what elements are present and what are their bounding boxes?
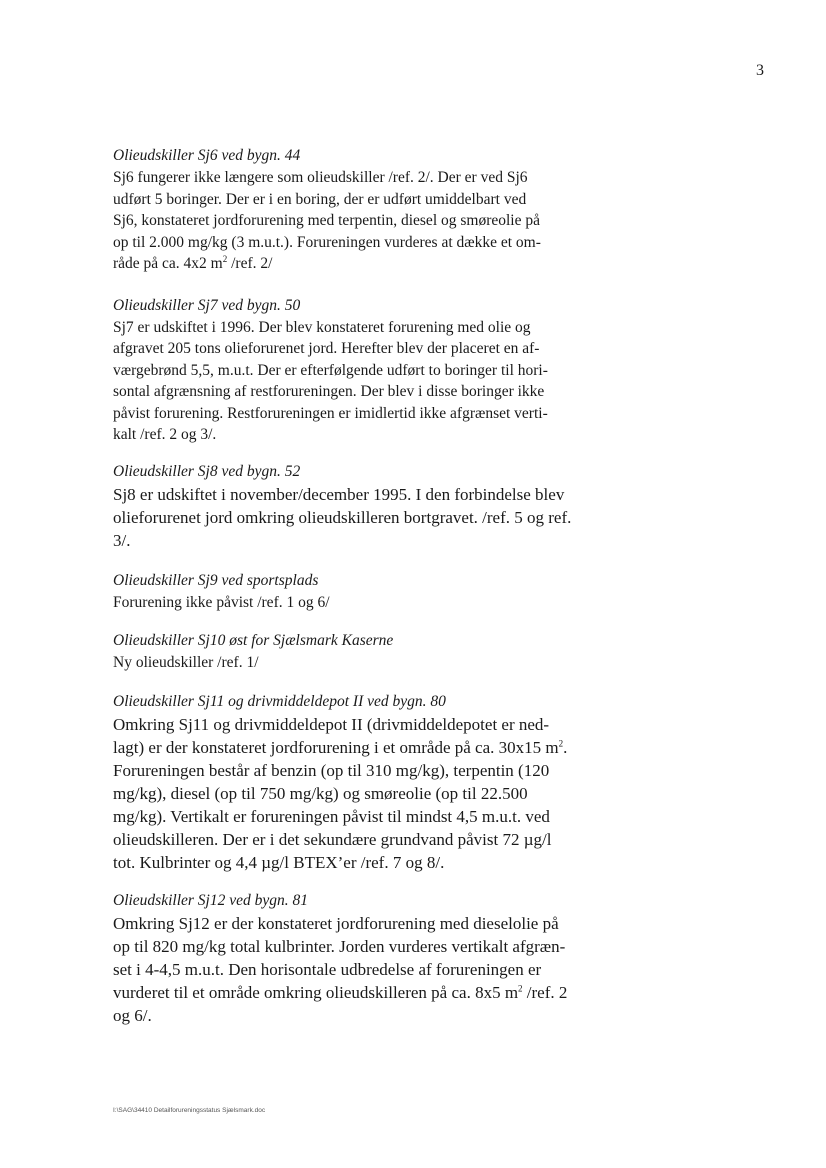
section-heading: Olieudskiller Sj6 ved bygn. 44 bbox=[113, 147, 301, 164]
text-line: Omkring Sj12 er der konstateret jordforurening med dieselolie på bbox=[113, 913, 559, 933]
text-line: udført 5 boringer. Der er i en boring, der er udført umiddelbart ved bbox=[113, 190, 527, 208]
text-line: påvist forurening. Restforureningen er imidlertid ikke afgrænset verti- bbox=[113, 404, 548, 422]
section-sj6 bbox=[113, 145, 588, 275]
section-sj7 bbox=[113, 295, 588, 446]
text-line: olieudskilleren. Der er i det sekundære grundvand påvist 72 µg/l bbox=[113, 829, 552, 849]
text-fragment: lagt) er der konstateret jordforurening i et område på ca. 30x15 m bbox=[113, 737, 559, 757]
superscript: 2 bbox=[222, 253, 228, 264]
section-heading: Olieudskiller Sj10 øst for Sjælsmark Kaserne bbox=[113, 632, 394, 649]
text-line: Sj7 er udskiftet i 1996. Der blev konstateret forurening med olie og bbox=[113, 318, 531, 336]
section-heading: Olieudskiller Sj7 ved bygn. 50 bbox=[113, 296, 301, 314]
text-line bbox=[113, 253, 588, 275]
text-line: mg/kg). Vertikalt er forureningen påvist til mindst 4,5 m.u.t. ved bbox=[113, 806, 550, 826]
text-line: op til 820 mg/kg total kulbrinter. Jorden vurderes vertikalt afgræn- bbox=[113, 936, 566, 956]
text-line: og 6/. bbox=[113, 1005, 152, 1025]
section-sj9 bbox=[113, 570, 588, 614]
text-line bbox=[113, 736, 588, 759]
text-line: mg/kg), diesel (op til 750 mg/kg) og smøreolie (op til 22.500 bbox=[113, 783, 528, 803]
text-line: afgravet 205 tons olieforurenet jord. Herefter blev der placeret en af- bbox=[113, 340, 540, 357]
section-text bbox=[113, 167, 588, 275]
superscript: 2 bbox=[558, 737, 564, 748]
text-fragment: /ref. 2 bbox=[522, 982, 568, 1002]
text-line: Forurening ikke påvist /ref. 1 og 6/ bbox=[113, 593, 330, 611]
text-line: op til 2.000 mg/kg (3 m.u.t.). Forureningen vurderes at dække et om- bbox=[113, 233, 541, 251]
document-body bbox=[113, 145, 588, 1027]
text-line: olieforurenet jord omkring olieudskilleren bortgravet. /ref. 5 og ref. bbox=[113, 507, 572, 527]
text-fragment: råde på ca. 4x2 m bbox=[113, 255, 223, 272]
text-line: 3/. bbox=[113, 530, 131, 550]
text-line: tot. Kulbrinter og 4,4 µg/l BTEX’er /ref. 7 og 8/. bbox=[113, 852, 445, 872]
section-heading: Olieudskiller Sj11 og drivmiddeldepot II ved bygn. 80 bbox=[113, 692, 446, 710]
text-line: Sj8 er udskiftet i november/december 1995. I den forbindelse blev bbox=[113, 484, 565, 504]
footer-file-path: I:\SAG\34410 Detailforureningsstatus Sjælsmark.doc bbox=[113, 1107, 266, 1114]
section-heading: Olieudskiller Sj12 ved bygn. 81 bbox=[113, 891, 308, 909]
text-line: Sj6 fungerer ikke længere som olieudskiller /ref. 2/. Der er ved Sj6 bbox=[113, 169, 528, 186]
text-fragment: vurderet til et område omkring olieudskilleren på ca. 8x5 m bbox=[113, 982, 519, 1002]
text-line: Forureningen består af benzin (op til 310 mg/kg), terpentin (120 bbox=[113, 760, 550, 780]
text-fragment: . bbox=[563, 737, 568, 757]
page-number: 3 bbox=[756, 62, 764, 79]
text-line: værgebrønd 5,5, m.u.t. Der er efterfølgende udført to boringer til hori- bbox=[113, 361, 548, 379]
text-line: set i 4-4,5 m.u.t. Den horisontale udbredelse af forureningen er bbox=[113, 959, 542, 979]
section-sj10 bbox=[113, 630, 588, 674]
superscript: 2 bbox=[518, 982, 523, 993]
section-text bbox=[113, 317, 588, 446]
text-line: sontal afgrænsning af restforureningen. Der blev i disse boringer ikke bbox=[113, 383, 545, 400]
text-line bbox=[113, 981, 588, 1004]
section-sj8 bbox=[113, 461, 588, 552]
section-text bbox=[113, 912, 588, 1027]
section-text bbox=[113, 592, 588, 614]
section-sj12 bbox=[113, 890, 588, 1027]
section-heading: Olieudskiller Sj9 ved sportsplads bbox=[113, 571, 319, 589]
section-heading: Olieudskiller Sj8 ved bygn. 52 bbox=[113, 462, 301, 480]
text-fragment: /ref. 2/ bbox=[227, 255, 273, 272]
section-text bbox=[113, 713, 588, 874]
text-line: kalt /ref. 2 og 3/. bbox=[113, 426, 217, 443]
text-line: Omkring Sj11 og drivmiddeldepot II (drivmiddeldepotet er ned- bbox=[113, 714, 550, 734]
text-line: Sj6, konstateret jordforurening med terpentin, diesel og smøreolie på bbox=[113, 212, 540, 229]
section-text bbox=[113, 652, 588, 674]
section-sj11 bbox=[113, 691, 588, 874]
text-line: Ny olieudskiller /ref. 1/ bbox=[113, 654, 259, 671]
section-text bbox=[113, 483, 588, 552]
